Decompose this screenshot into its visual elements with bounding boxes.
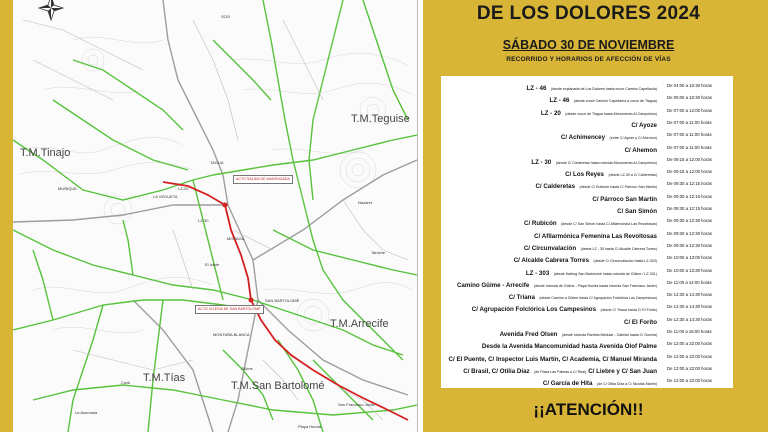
schedule-row (441, 289, 733, 301)
street-name: C/ Ahemon (624, 146, 657, 154)
street-detail: (desde C/ San Simón hasta C/ Afilarmónica Las Revoltosas) (561, 222, 657, 227)
schedule-time: De 11:00 a 14:00 horas (667, 279, 712, 285)
street-name: LZ - 303 (525, 269, 550, 277)
street-detail: (de C/ Otilia Díaz a C/ Nicolás Martín) (596, 382, 657, 387)
schedule-time: De 07:00 a 11:00 horas (667, 144, 712, 150)
schedule-time: De 12:30 a 14:30 horas (667, 304, 712, 310)
map-place-mozaga: MOZAGA (227, 236, 245, 241)
compass-rose-icon (39, 0, 63, 20)
schedule-row (441, 215, 733, 227)
street-name: LZ - 20 (540, 109, 561, 117)
map-place-munique: MUÑIQUE (58, 186, 77, 191)
schedule-row (441, 351, 733, 363)
street-name: C/ Brasil, C/ Otilia Díaz (463, 367, 530, 375)
map-road-lz30: LZ-30 (198, 218, 209, 223)
schedule-time: De 09:30 a 12:15 horas (667, 193, 712, 199)
schedule-row (441, 166, 733, 178)
street-detail: (entre C/ Ayoze y C/ Ahemon) (609, 136, 657, 141)
schedule-time: De 10:00 a 13:00 horas (667, 255, 712, 261)
street-name: LZ - 46 (549, 97, 570, 105)
street-name: C/ Achimencey (560, 134, 606, 142)
map-label-tias: T.M.Tías (143, 372, 186, 384)
schedule-row (441, 191, 733, 203)
street-detail: (desde cruce Camino Capellanía a cruce de Tiagua) (573, 99, 657, 104)
street-name: C/ Alcalde Cabrera Torres (513, 257, 590, 265)
schedule-card (441, 76, 733, 388)
schedule-row (441, 265, 733, 277)
schedule-time: De 09:30 a 12:30 horas (667, 230, 712, 236)
map-place-san-francisco-javier: San Francisco Javier (338, 402, 376, 407)
schedule-row (441, 92, 733, 104)
street-detail: (desde rotonda de Güime - Playa Honda hasta rotonda San Francisco Javier) (533, 283, 657, 288)
schedule-row (441, 142, 733, 154)
map-canvas (13, 0, 417, 432)
left-gold-border (0, 0, 13, 432)
map-label-arrecife: T.M.Arrecife (330, 318, 389, 330)
street-name: Avenida Fred Olsen (499, 331, 558, 338)
street-name: C/ Triana (508, 294, 535, 302)
street-name: Camino Güime - Arrecife (456, 281, 530, 289)
schedule-row (441, 80, 733, 92)
street-name: C/ El Forito (624, 318, 657, 326)
schedule-time: De 12:30 a 14:30 horas (667, 292, 712, 298)
schedule-time: De 09:30 a 12:30 horas (667, 218, 712, 224)
street-detail: (desde LZ - 35 hasta C/ Alcalde Cabrera Torres) (580, 246, 657, 251)
map-place-montana-blanca: MONTAÑA BLANCA (213, 332, 250, 337)
schedule-subtitle: RECORRIDO Y HORARIOS DE AFECCIÓN DE VÍAS (506, 56, 671, 63)
schedule-row (441, 178, 733, 190)
route-start-marker (223, 203, 228, 208)
street-detail: (desde Camino a Güime hasta C/ Agrupación Folclórica Los Campesinos) (539, 296, 657, 301)
street-detail: (de Plaza Las Palmas a C/ Real), (534, 369, 589, 374)
schedule-row (441, 338, 733, 350)
map-place-la-asomada: La Asomada (75, 410, 98, 415)
street-detail: (desde LZ-30 a C/ Calderetas) (608, 173, 657, 178)
street-detail: (desde C/ Triana hasta C/ El Forito) (600, 308, 657, 313)
schedule-time: De 10:00 a 13:30 horas (667, 267, 712, 273)
map-place-tagua: TAGUA (210, 160, 224, 165)
street-name: C/ Agrupación Folclórica Los Campesinos (471, 306, 597, 314)
route-map (13, 0, 418, 432)
schedule-row (441, 252, 733, 264)
right-gold-border (754, 0, 768, 432)
schedule-time: De 12:00 a 22:00 horas (667, 378, 712, 384)
street-name: LZ - 30 (531, 158, 552, 166)
schedule-time: De 12:30 a 14:30 horas (667, 316, 712, 322)
schedule-time: De 12:00 a 22:00 horas (667, 341, 712, 347)
street-name: C/ Calderetas (535, 183, 576, 191)
attention-heading: ¡¡ATENCIÓN!! (533, 400, 644, 419)
route-stop-marker (249, 298, 254, 303)
schedule-time: De 09:30 a 12:15 horas (667, 206, 712, 211)
schedule-street (543, 375, 657, 390)
street-detail: (desde cruce de Tiagua hasta Monumento Al Campesino) (565, 111, 657, 116)
street-name-extra: C/ Liebre y C/ San Juan (588, 367, 657, 375)
street-detail: (desde C/ Circunvalación hasta LZ-303) (593, 259, 657, 264)
schedule-row (441, 129, 733, 141)
schedule-time: De 11:00 a 16:00 horas (667, 329, 712, 334)
street-name: Desde la Avenida Mancomunidad hasta Avenida Olof Palme (481, 343, 657, 351)
street-name: C/ García de Hita (542, 380, 593, 388)
street-name: C/ Los Reyes (565, 171, 604, 179)
schedule-time: De 07:00 a 12:00 horas (667, 107, 712, 113)
map-place-playa-honda: Playa Honda (298, 424, 321, 429)
schedule-row (441, 203, 733, 215)
schedule-row (441, 363, 733, 375)
map-place-nazaret: Nazaret (358, 200, 373, 205)
map-place-el-islote: El Islote (205, 262, 220, 267)
street-name: C/ Rubicón (524, 220, 557, 228)
schedule-time: De 09:15 a 12:00 horas (667, 169, 712, 175)
street-name: C/ Ayoze (631, 121, 657, 129)
schedule-row (441, 154, 733, 166)
schedule-time: De 09:15 a 12:00 horas (667, 156, 712, 162)
schedule-row (441, 105, 733, 117)
street-name: C/ San Simón (617, 208, 657, 215)
street-detail: (desde Karting San Bartolomé hasta rotonda de Güime / LZ-301) (553, 271, 657, 276)
map-note-salida: ACTO SALIDA DE MADRUGADA (233, 175, 293, 184)
schedule-time: De 04:00 a 10:30 horas (667, 83, 712, 88)
map-place-la-vegueta: LA VEGUETA (153, 194, 178, 199)
schedule-row (441, 117, 733, 129)
schedule-time: De 09:30 a 12:15 horas (667, 181, 712, 187)
schedule-time: De 12:00 a 22:00 horas (667, 365, 712, 371)
map-road-lz20: LZ-20 (178, 186, 189, 191)
page-title: DE LOS DOLORES 2024 (476, 3, 701, 24)
schedule-row (441, 228, 733, 240)
street-detail: (desde rotonda Rambla Medular - Cabildo hasta C/ Guenia) (561, 333, 657, 337)
street-name: C/ Párroco San Martín (592, 195, 657, 203)
map-place-san-bartolome: SAN BARTOLOMÉ (265, 298, 300, 303)
map-place-conil: Conil (121, 380, 131, 385)
schedule-row (441, 240, 733, 252)
street-name: C/ Afilarmónica Femenina Las Revoltosas (534, 232, 657, 240)
schedule-time: De 07:00 a 11:00 horas (667, 132, 712, 138)
schedule-row (441, 301, 733, 313)
schedule-row (441, 277, 733, 289)
schedule-time: De 05:00 a 10:30 horas (667, 95, 712, 101)
street-name: C/ El Puente, C/ Inspector Luis Martín, C/ Academia, C/ Manuel Miranda (448, 355, 657, 363)
street-detail: (desde C/ Calderetas hasta rotonda Monumento Al Campesino) (555, 160, 657, 165)
street-name: LZ - 46 (526, 85, 547, 92)
map-place-guime: Güime (241, 366, 253, 371)
map-label-teguise: T.M.Teguise (351, 113, 410, 125)
schedule-time: De 07:00 a 11:00 horas (667, 119, 712, 125)
schedule-row (441, 326, 733, 338)
street-name: C/ Circunvalación (523, 244, 577, 252)
schedule-row (441, 314, 733, 326)
map-place-tahiche: Tahíche (371, 250, 386, 255)
street-detail: (desde explanada de Los Dolores hasta cruce Camino Capellanía) (550, 87, 657, 91)
schedule-time: De 09:30 a 12:30 horas (667, 242, 712, 248)
street-detail: (desde C/ Rubicón hasta C/ Párroco San Martín) (579, 185, 657, 190)
map-note-iglesia: ACTO IGLESIA DE SAN BARTOLOMÉ (195, 305, 264, 314)
schedule-row (441, 375, 733, 387)
map-place-soo: SOO (221, 14, 230, 19)
map-label-san-bartolome: T.M.San Bartolomé (231, 380, 325, 392)
event-date: SÁBADO 30 DE NOVIEMBRE (502, 38, 675, 52)
schedule-time: De 12:00 a 22:00 horas (667, 353, 712, 359)
map-label-tinajo: T.M.Tinajo (20, 147, 71, 159)
